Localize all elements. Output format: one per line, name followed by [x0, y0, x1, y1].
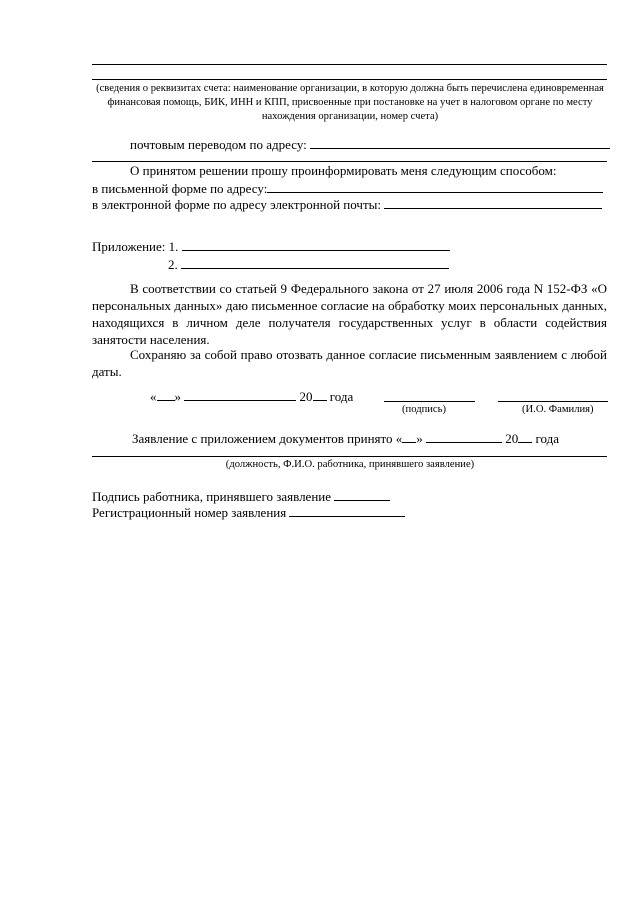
postal-transfer-row	[130, 136, 610, 153]
acceptance-close-quote: »	[416, 431, 423, 446]
employee-signature-field[interactable]	[334, 488, 390, 501]
acceptance-year-prefix: 20	[505, 431, 519, 446]
written-notify-row	[92, 180, 603, 197]
consent-paragraph: В соответствии со статьей 9 Федерального закона от 27 июля 2006 года N 152-ФЗ «О персональных данных» даю письменное согласие на обработку моих персональных данных, находящихся в личном деле получателя государственных услуг в области содействия занятости населения.	[92, 281, 607, 347]
registration-number-label: Регистрационный номер заявления	[92, 505, 287, 520]
email-address-field[interactable]	[384, 196, 602, 209]
written-address-field[interactable]	[267, 180, 603, 193]
attachment-field-2[interactable]	[181, 256, 449, 269]
year-prefix: 20	[299, 389, 313, 404]
registration-number-row	[92, 504, 405, 521]
name-line[interactable]	[498, 401, 608, 402]
attachments-label: Приложение:	[92, 239, 166, 254]
name-caption: (И.О. Фамилия)	[522, 404, 594, 415]
acceptance-day-field[interactable]	[402, 430, 416, 443]
email-notify-label: в электронной форме по адресу электронной почты:	[92, 197, 381, 212]
open-quote: «	[150, 389, 157, 404]
close-quote: »	[174, 389, 181, 404]
acceptance-row	[132, 430, 559, 447]
day-field[interactable]	[157, 388, 175, 401]
attachment-row-1	[92, 238, 450, 255]
account-details-line-1	[92, 64, 607, 65]
date-row	[150, 388, 353, 405]
account-details-line-2	[92, 79, 607, 80]
employee-signature-label: Подпись работника, принявшего заявление	[92, 489, 332, 504]
attachment-number-1: 1.	[168, 239, 179, 254]
acceptance-text: Заявление с приложением документов принято «	[132, 431, 403, 446]
attachment-row-2	[168, 256, 449, 273]
email-notify-row	[92, 196, 602, 213]
acceptance-year-word: года	[535, 431, 560, 446]
year-field[interactable]	[313, 388, 327, 401]
registration-number-field[interactable]	[289, 504, 405, 517]
written-notify-label: в письменной форме по адресу:	[92, 181, 268, 196]
attachment-number-2: 2.	[168, 257, 178, 272]
postal-address-field[interactable]	[310, 136, 610, 149]
acceptance-year-field[interactable]	[518, 430, 532, 443]
signature-line[interactable]	[384, 401, 475, 402]
year-word: года	[329, 389, 354, 404]
postal-address-line-2	[92, 161, 607, 162]
withdraw-paragraph: Сохраняю за собой право отозвать данное согласие письменным заявлением с любой даты.	[92, 347, 607, 379]
month-field[interactable]	[184, 388, 296, 401]
acceptor-line[interactable]	[92, 456, 607, 457]
attachment-field-1[interactable]	[182, 238, 450, 251]
acceptor-caption: (должность, Ф.И.О. работника, принявшего заявление)	[225, 459, 475, 470]
acceptance-month-field[interactable]	[426, 430, 502, 443]
notify-intro: О принятом решении прошу проинформировать меня следующим способом:	[130, 163, 557, 178]
account-details-caption: (сведения о реквизитах счета: наименование организации, в которую должна быть перечислена единовременная финансовая помощь, БИК, ИНН и КПП, присвоенные при постановке на учет в налоговом органе по месту нахождения организации, номер счета)	[96, 83, 604, 122]
signature-caption: (подпись)	[402, 404, 446, 415]
employee-signature-row	[92, 488, 390, 505]
postal-transfer-label: почтовым переводом по адресу:	[130, 137, 307, 152]
